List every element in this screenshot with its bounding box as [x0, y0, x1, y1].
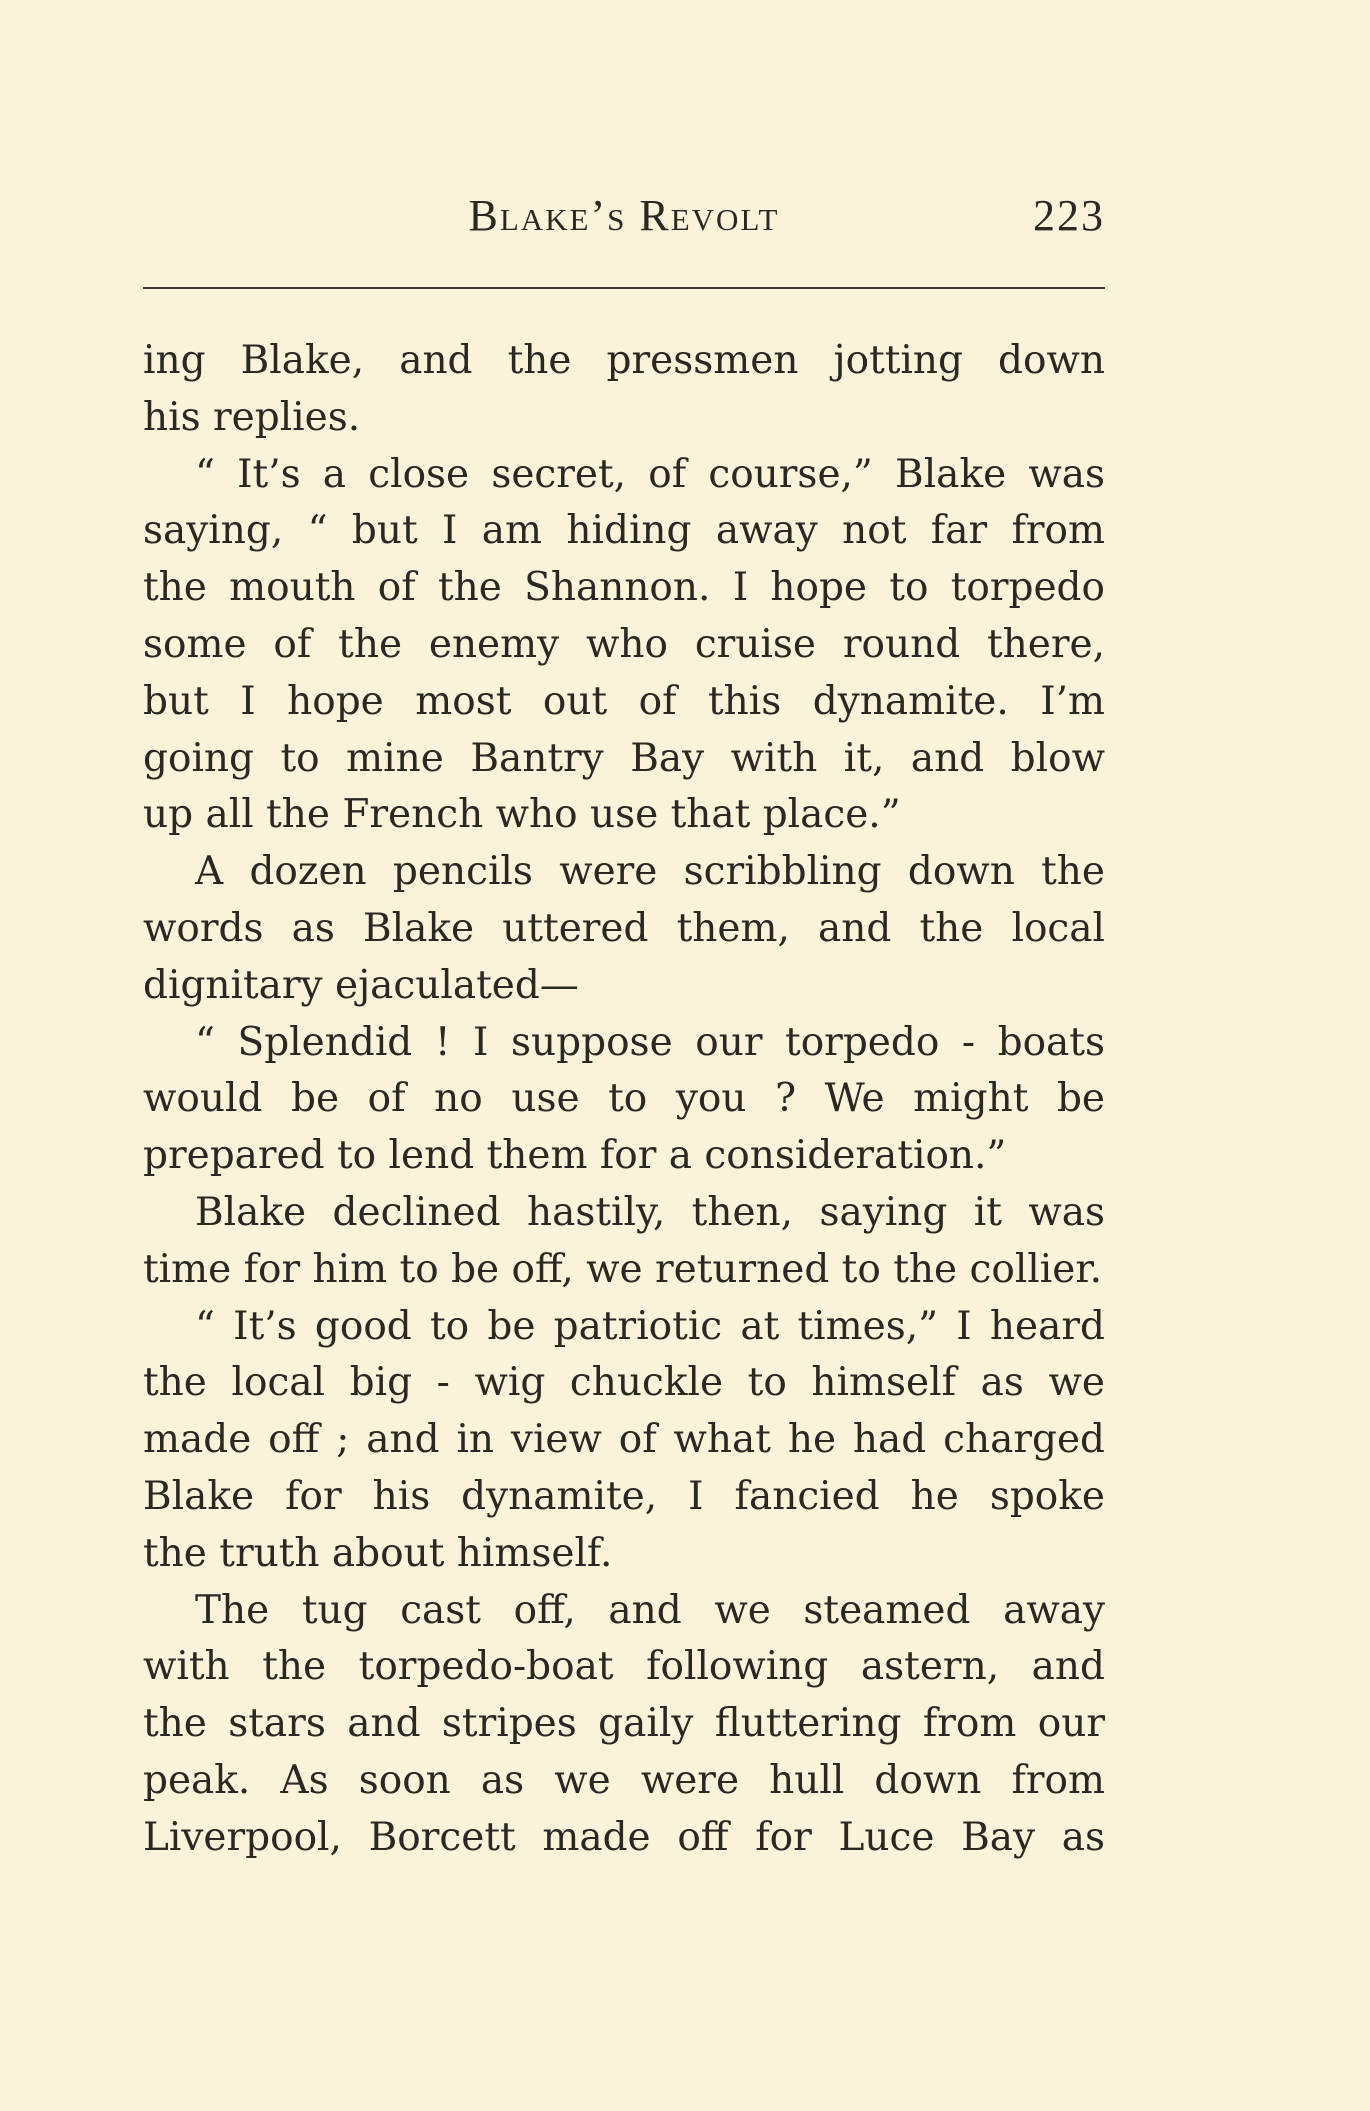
page-header	[143, 190, 1105, 250]
text-line: words as Blake uttered them, and the local	[143, 905, 1105, 951]
text-line: his replies.	[143, 394, 361, 440]
text-line: made off ; and in view of what he had charged	[143, 1417, 1105, 1463]
text-line: would be of no use to you ? We might be	[143, 1076, 1105, 1122]
text-line: “ It’s good to be patriotic at times,” I heard	[195, 1303, 1105, 1349]
text-line: peak. As soon as we were hull down from	[143, 1757, 1105, 1803]
text-line: Blake declined hastily, then, saying it was	[195, 1189, 1105, 1235]
text-line: The tug cast off, and we steamed away	[195, 1587, 1105, 1633]
text-line: saying, “ but I am hiding away not far from	[143, 508, 1105, 554]
text-line: up all the French who use that place.”	[143, 792, 901, 838]
text-line: some of the enemy who cruise round there,	[143, 621, 1105, 667]
text-line: the mouth of the Shannon. I hope to torpedo	[143, 565, 1105, 611]
text-line: going to mine Bantry Bay with it, and blow	[143, 735, 1105, 781]
text-line: the local big - wig chuckle to himself as we	[143, 1360, 1105, 1406]
text-line: the truth about himself.	[143, 1530, 613, 1576]
body-text	[143, 333, 1105, 1867]
running-title: Blake’s Revolt	[468, 191, 780, 240]
page-number: 223	[1033, 191, 1105, 240]
text-line: with the torpedo-boat following astern, and	[143, 1644, 1105, 1690]
text-line: time for him to be off, we returned to the collier.	[143, 1246, 1103, 1292]
header-rule	[143, 287, 1105, 289]
text-line: dignitary ejaculated—	[143, 962, 579, 1008]
text-line: ing Blake, and the pressmen jotting down	[143, 338, 1105, 383]
text-line: prepared to lend them for a consideration.”	[143, 1133, 1007, 1179]
text-line: “ It’s a close secret, of course,” Blake was	[195, 451, 1105, 497]
text-line: “ Splendid ! I suppose our torpedo - boats	[195, 1019, 1105, 1065]
text-line: the stars and stripes gaily fluttering from our	[143, 1701, 1105, 1747]
text-line: A dozen pencils were scribbling down the	[195, 849, 1105, 895]
text-line: Liverpool, Borcett made off for Luce Bay as	[143, 1814, 1105, 1860]
text-line: but I hope most out of this dynamite. I’m	[143, 678, 1105, 724]
text-line: Blake for his dynamite, I fancied he spoke	[143, 1473, 1105, 1519]
